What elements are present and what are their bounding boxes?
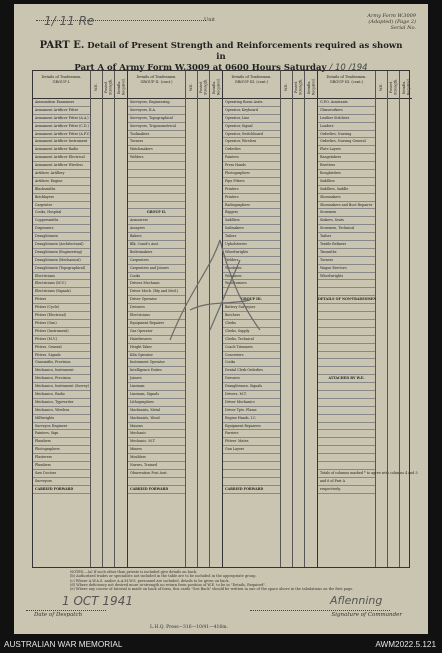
- handwritten-signature: Aflenning: [330, 594, 383, 607]
- table-row: Clerks, Technical: [223, 336, 280, 344]
- table-row: Armourers: [128, 217, 185, 225]
- table-row: Machinists, Wood: [128, 415, 185, 423]
- table-row: Butchers: [223, 312, 280, 320]
- table-row: Joiners: [128, 375, 185, 383]
- table-row: [128, 178, 185, 186]
- table-row: Gas Operator: [128, 328, 185, 336]
- table-row: Observation Post Asst.: [128, 470, 185, 478]
- table-row: Rangetakers: [318, 154, 375, 162]
- table-row: Drivers Mechanic: [128, 280, 185, 288]
- serial-number-label: Serial No.: [390, 25, 416, 31]
- table-row: Mechanics, Instrument: [33, 367, 90, 375]
- table-row: Electricians: [128, 312, 185, 320]
- table-row: Fitters (Gun): [33, 320, 90, 328]
- table-row: Plate Layers: [318, 146, 375, 154]
- table-row: [128, 186, 185, 194]
- table-row: Carpenters: [128, 257, 185, 265]
- table-row: Instrument Operator: [128, 359, 185, 367]
- table-row: [318, 407, 375, 415]
- table-row: Printers: [223, 194, 280, 202]
- table-row: Intelligence Duties: [128, 367, 185, 375]
- table-row: [318, 423, 375, 431]
- table-row: Drivers, M.T.: [223, 391, 280, 399]
- table-row: Lithographers: [128, 399, 185, 407]
- table-row: Woodmen: [223, 265, 280, 273]
- table-row: Bricklayers: [33, 194, 90, 202]
- table-row: Cooks, Hospital: [33, 209, 90, 217]
- table-row: Artificer, Engine: [33, 178, 90, 186]
- details-column-2: Details of Tradesmen. GROUP II. (cont.) Surveyors, Engineering Surveyors, R.A. Surveyors, Topographical Surveyors, Trigonometrical Toolmakers Turners Watchmakers Welders GROUP II. Armourers Assayers Bakers Blk. Comd's Asst. Boilermakers Carpenters Carpenters and Joiners Cooks Drivers Mechanic Driver Mech. (Bty and Med.) Driver Operator Dressers Electricians Equipment Repairer Gas Operator Hairdressers Height Taker Kiln Operator Instrument Operator Intelligence Duties Joiners Lineman Lineman, Signals Lithographers Machinists, Metal Machinists, Wood Masons Mechanic Mechanic, M.T. Miners Moulders Nurses, Trained Observation Post Asst. CARRIED FORWARD: [128, 71, 186, 567]
- table-row: [318, 280, 375, 288]
- table-row: Turners: [318, 257, 375, 265]
- table-row: Orderlies: [223, 146, 280, 154]
- table-row: Dental Clerk Orderlies: [223, 367, 280, 375]
- table-row: and 6 of Part A: [318, 478, 375, 486]
- table-row: Coppersmiths: [33, 217, 90, 225]
- table-row: Gunsmiths, Provision: [33, 359, 90, 367]
- table-row: ATTACHED BY W.E.: [318, 375, 375, 383]
- table-row: Mechanics, Radio: [33, 391, 90, 399]
- table-row: Tailors: [318, 233, 375, 241]
- table-row: Operating Room Assts.: [223, 99, 280, 107]
- table-row: Ammunition Examiners: [33, 99, 90, 107]
- table-row: [318, 312, 375, 320]
- table-row: Fitters' Mates: [223, 438, 280, 446]
- table-row: Surveyor, Engineer: [33, 423, 90, 431]
- group-2: Details of Tradesmen. GROUP II. (cont.) Surveyors, Engineering Surveyors, R.A. Surveyors, Topographical Surveyors, Trigonometrical Toolmakers Turners Watchmakers Welders GROUP II. Armourers Assayers Bakers Blk. Comd's Asst. Boilermakers Carpenters Carpenters and Joiners Cooks Drivers Mechanic Driver Mech. (Bty and Med.) Driver Operator Dressers Electricians Equipment Repairer Gas Operator Hairdressers Height Taker Kiln Operator Instrument Operator Intelligence Duties Joiners Lineman Lineman, Signals Lithographers Machinists, Metal Machinists, Wood Masons Mechanic Mechanic, M.T. Miners Moulders Nurses, Trained Observation Post Asst. CARRIED FORWARD W.E. Posted Strength. Reinfts. Required.: [128, 71, 223, 567]
- table-row: Plumbers: [33, 438, 90, 446]
- table-row: Kiln Operator: [128, 352, 185, 360]
- table-row: Hairdressers: [128, 336, 185, 344]
- printer-line: L.H.Q. Press—316—10/41—416m.: [150, 625, 228, 630]
- table-row: [318, 446, 375, 454]
- table-row: Draughtsmen (Mechanical): [33, 257, 90, 265]
- unit-line: [36, 20, 206, 21]
- table-row: [128, 170, 185, 178]
- table-row: Armament Artificer Fitter: [33, 107, 90, 115]
- table-row: Moulders: [128, 454, 185, 462]
- table-row: Painters, Sign: [33, 430, 90, 438]
- table-row: [318, 462, 375, 470]
- table-row: Fitters (M.V.): [33, 336, 90, 344]
- table-row: Roughriders: [318, 170, 375, 178]
- table-row: Coach Trimmers: [223, 344, 280, 352]
- table-row: Armament Artificer Fitter (C.D.): [33, 123, 90, 131]
- table-row: Welders: [128, 154, 185, 162]
- table-row: Surveyors: [33, 478, 90, 486]
- table-row: Draughtsmen (Architectural): [33, 241, 90, 249]
- note-line: (d) Where deficiency not desired more in-strength no return from position of W.E. to be in "Details, Required".: [70, 582, 267, 587]
- table-row: Leather Stitchers: [318, 115, 375, 123]
- table-row: G.P.O. Assistants: [318, 99, 375, 107]
- table-row: Toolmakers: [128, 131, 185, 139]
- table-row: Assayers: [128, 225, 185, 233]
- table-row: Driver Operator: [128, 296, 185, 304]
- table-row: [223, 462, 280, 470]
- table-row: [318, 383, 375, 391]
- table-row: Upholsterers: [223, 241, 280, 249]
- table-row: Machinists, Metal: [128, 407, 185, 415]
- table-row: Photographers: [223, 170, 280, 178]
- table-row: Mechanic, M.T.: [128, 438, 185, 446]
- form-adapted: (Adapted) (Page 2): [368, 19, 416, 25]
- table-row: Press Hands: [223, 162, 280, 170]
- archive-id: AWM2022.5.121: [375, 640, 436, 649]
- table-row: Watchmakers: [128, 146, 185, 154]
- posted-column: Posted Strength.: [103, 71, 115, 567]
- table-row: Draughtsmen (Topographical): [33, 265, 90, 273]
- table-row: Driver Tpts. Flame: [223, 407, 280, 415]
- table-row: [318, 359, 375, 367]
- group-1: [33, 71, 128, 567]
- table-row: Armament Artificer Fitter (A.F.V.): [33, 131, 90, 139]
- table-row: Woodmen: [223, 273, 280, 281]
- details-column-3: Details of Tradesmen. GROUP III. (cont.) Operating Room Assts. Operator, Keyboard Operator, Line Operator, Signal Operator, Switchboard Operator, Wireless Orderlies Painters Press Hands Photographers Pipe Fitters Printers Printers Radiographers Riggers Saddlers Sailmakers Tailors Upholsterers Wheelwrights Welders Woodmen Woodmen Woodturners GROUP III. Battery Surveyors Butchers Clerks Clerks, Supply Clerks, Technical Coach Trimmers Concreters Cooks Dental Clerk Orderlies Dressers Draughtsmen, Signals Drivers, M.T. Driver Mechanics Driver Tpts. Flame Engine Hands, I.C. Equipment Repairers Farriers Fitters' Mates Gun Layers CARRIED FORWARD: [223, 71, 281, 567]
- table-row: Orderlies, Nursing: [318, 131, 375, 139]
- table-row: [318, 454, 375, 462]
- table-row: Fitters, General: [33, 344, 90, 352]
- table-row: Pipe Fitters: [223, 178, 280, 186]
- table-row: Armament Artificer Instrument: [33, 138, 90, 146]
- table-row: [128, 194, 185, 202]
- details-column-1: Details of Tradesmen. GROUP I. Ammunition Examiners Armament Artificer Fitter Armament Artificer Fitter (A.A.) Armament Artificer Fitter (C.D.) Armament Artificer Fitter (A.F.V.) Armament Artificer Instrument Armament Artificer Radio Armament Artificer Electrical Armament Artificer Wireless Artificer, Artillery Artificer, Engine Blacksmiths Bricklayers Carpenter Cooks, Hospital Coppersmiths Dispensers Draughtsmen Draughtsmen (Architectural) Draughtsmen (Engineering) Draughtsmen (Mechanical) Draughtsmen (Topographical) Electricians Electricians (M.V.) Electricians (Signals) Fitters Fitters (Cycle) Fitters (Electrical) Fitters (Gun) Fitters (Instrument) Fitters (M.V.) Fitters, General Fitters, Signals Gunsmiths, Provision Mechanics, Instrument Mechanics, Precision Mechanics, Instrument (Survey) Mechanics, Radio Mechanics, Typewriter Mechanics, Wireless Millwrights Surveyor, Engineer Painters, Sign Plumbers Photographers Plasterers Plumbers Saw Doctors Surveyors CARRIED FORWARD: [33, 71, 91, 567]
- handwritten-date: / 10 /194: [329, 63, 368, 73]
- table-row: Gun Layers: [223, 446, 280, 454]
- table-row: [223, 454, 280, 462]
- table-row: Surveyors, Topographical: [128, 115, 185, 123]
- table-row: [318, 415, 375, 423]
- table-row: Engine Hands, I.C.: [223, 415, 280, 423]
- table-row: Boilermakers: [128, 249, 185, 257]
- table-row: Lineman, Signals: [128, 391, 185, 399]
- table-row: Fitters, Signals: [33, 352, 90, 360]
- table-row: Height Taker: [128, 344, 185, 352]
- table-row: [318, 399, 375, 407]
- table-row: Plumbers: [33, 462, 90, 470]
- table-row: Cooks: [128, 273, 185, 281]
- table-row: Printers: [223, 186, 280, 194]
- table-row: Operator, Line: [223, 115, 280, 123]
- table-row: Cooks: [223, 359, 280, 367]
- table-row: Sailmakers: [223, 225, 280, 233]
- table-row: Farriers: [223, 430, 280, 438]
- table-row: Wheelwrights: [318, 273, 375, 281]
- reinforcements-column: Reinfts. Required.: [115, 71, 127, 567]
- table-row: respectively.: [318, 486, 375, 494]
- table-row: Tailors: [223, 233, 280, 241]
- table-row: Battery Surveyors: [223, 304, 280, 312]
- table-row: [318, 320, 375, 328]
- table-row: Equipment Repairer: [128, 320, 185, 328]
- table-row: [318, 344, 375, 352]
- table-row: Draughtsmen (Engineering): [33, 249, 90, 257]
- table-row: [318, 391, 375, 399]
- table-row: Nurses, Trained: [128, 462, 185, 470]
- table-row: Radiographers: [223, 202, 280, 210]
- table-row: Dispensers: [33, 225, 90, 233]
- table-row: Welders: [223, 257, 280, 265]
- note-line: (c) Where A.W.A.S. and/or A.A.M.W.S. personnel are included, details to be given on back.: [70, 578, 230, 583]
- table-row: Surveyors, R.A.: [128, 107, 185, 115]
- part-label: PART E.: [39, 40, 85, 51]
- table-row: Sinkers, Seats: [318, 217, 375, 225]
- table-row: [318, 430, 375, 438]
- table-row: [128, 202, 185, 210]
- table-row: Shoemakers and Boot Repairer: [318, 202, 375, 210]
- table-row: Mechanics, Wireless: [33, 407, 90, 415]
- despatch-line: [26, 610, 106, 611]
- table-row: [128, 162, 185, 170]
- table-row: Wheelwrights: [223, 249, 280, 257]
- table-row: Shoemakers: [318, 194, 375, 202]
- table-row: [318, 304, 375, 312]
- table-row: Rivetters: [318, 162, 375, 170]
- table-row: Bakers: [128, 233, 185, 241]
- table-row: Artificer, Artillery: [33, 170, 90, 178]
- table-row: Operator, Signal: [223, 123, 280, 131]
- form-number: Army Form W.3009: [367, 13, 416, 19]
- signature-line: [250, 610, 390, 611]
- table-row: GROUP II.: [128, 209, 185, 217]
- we-column: W.E.: [91, 71, 103, 567]
- table-row: Woodturners: [223, 280, 280, 288]
- signature-label: Signature of Commander: [331, 612, 402, 618]
- table-row: Armament Artificer Radio: [33, 146, 90, 154]
- note-line: (b) Authorized trades or specialists not included in the table are to be included in the appropriate group.: [70, 574, 257, 579]
- table-row: Clerks: [223, 320, 280, 328]
- table-row: Painters: [223, 154, 280, 162]
- table-row: Concreters: [223, 352, 280, 360]
- table-row: [223, 470, 280, 478]
- table-row: Storemen, Technical: [318, 225, 375, 233]
- table-row: Operator, Keyboard: [223, 107, 280, 115]
- table-row: Blk. Comd's Asst.: [128, 241, 185, 249]
- table-row: Totals of columns marked * to agree with columns 4 and 5: [318, 470, 375, 478]
- table-row: Mechanics, Instrument (Survey): [33, 383, 90, 391]
- table-row: Plasterers: [33, 454, 90, 462]
- table-row: CARRIED FORWARD: [223, 486, 280, 494]
- table-row: Surveyors, Engineering: [128, 99, 185, 107]
- table-row: Storemen: [318, 209, 375, 217]
- table-row: [318, 352, 375, 360]
- table-row: Turners: [128, 138, 185, 146]
- archive-footer: [0, 634, 442, 653]
- table-row: [223, 478, 280, 486]
- table-row: Saw Doctors: [33, 470, 90, 478]
- table-row: Operator, Switchboard: [223, 131, 280, 139]
- table-row: Saddlers, Saddle: [318, 186, 375, 194]
- table-row: GROUP III.: [223, 296, 280, 304]
- table-row: Saddlers: [318, 178, 375, 186]
- table-row: Electricians (M.V.): [33, 280, 90, 288]
- table-row: Photographers: [33, 446, 90, 454]
- table-row: Mechanic: [128, 430, 185, 438]
- table-row: Carpenter: [33, 202, 90, 210]
- unit-label: Unit: [204, 17, 216, 23]
- table-row: CARRIED FORWARD: [128, 486, 185, 494]
- table-row: Masons: [128, 423, 185, 431]
- table-row: Electricians: [33, 273, 90, 281]
- table-row: Tinsmiths: [318, 249, 375, 257]
- table-row: Loaders: [318, 123, 375, 131]
- table-row: Carpenters and Joiners: [128, 265, 185, 273]
- archive-name: AUSTRALIAN WAR MEMORIAL: [4, 640, 123, 649]
- table-row: Armament Artificer Wireless: [33, 162, 90, 170]
- table-row: [318, 336, 375, 344]
- table-row: Orderlies, Nursing General: [318, 138, 375, 146]
- table-row: Lineman: [128, 383, 185, 391]
- table-row: Fitters (Electrical): [33, 312, 90, 320]
- table-row: Operator, Wireless: [223, 138, 280, 146]
- form-title: [34, 40, 408, 74]
- table-row: Millwrights: [33, 415, 90, 423]
- table-row: Electricians (Signals): [33, 288, 90, 296]
- form-notes: [70, 570, 370, 591]
- table-row: Saddlers: [223, 217, 280, 225]
- title-line-1: Detail of Present Strength and Reinforcements required as shown in: [87, 41, 403, 62]
- note-line: (e) Where any course of tutorial is made on back of form, this cards "See Back" should be written in one of the space above in the tabulations on the first page.: [70, 587, 354, 592]
- table-row: Draughtsmen, Signals: [223, 383, 280, 391]
- table-row: Dressers: [128, 304, 185, 312]
- handwritten-despatch-date: 1 OCT 1941: [62, 594, 133, 608]
- title-line-2: Part A of Army Form W.3009 at 0600 Hours Saturday: [74, 63, 327, 73]
- details-column-4: Details of Tradesmen. GROUP III. (cont.) G.P.O. Assistants Glassworkers Leather Stitchers Loaders Orderlies, Nursing Orderlies, Nursing General Plate Layers Rangetakers Rivetters Roughriders Saddlers Saddlers, Saddle Shoemakers Shoemakers and Boot Repairer Storemen Sinkers, Seats Storemen, Technical Tailors Textile Refiners Tinsmiths Turners Wagon Erectors Wheelwrights DETAILS OF NON-TRADESMEN ATTACHED BY W.E. Totals of columns marked * to agree with columns 4 and 5 and 6 of Part A respectively.: [318, 71, 376, 567]
- form-reference: [367, 13, 416, 31]
- table-row: Surveyors, Trigonometrical: [128, 123, 185, 131]
- table-row: Clerks, Supply: [223, 328, 280, 336]
- date-of-despatch-label: Date of Despatch: [34, 612, 83, 618]
- table-row: Riggers: [223, 209, 280, 217]
- table-row: Fitters (Cycle): [33, 304, 90, 312]
- table-row: DETAILS OF NON-TRADESMEN: [318, 296, 375, 304]
- table-row: [318, 367, 375, 375]
- table-row: CARRIED FORWARD: [33, 486, 90, 494]
- table-row: [318, 288, 375, 296]
- table-row: Fitters: [33, 296, 90, 304]
- table-row: [318, 328, 375, 336]
- table-row: Glassworkers: [318, 107, 375, 115]
- table-row: Draughtsmen: [33, 233, 90, 241]
- table-row: Textile Refiners: [318, 241, 375, 249]
- note-line: NOTES.—(a) If such other than private is included give details on back.: [70, 570, 198, 574]
- group-3: Details of Tradesmen. GROUP III. (cont.) Operating Room Assts. Operator, Keyboard Operator, Line Operator, Signal Operator, Switchboard Operator, Wireless Orderlies Painters Press Hands Photographers Pipe Fitters Printers Printers Radiographers Riggers Saddlers Sailmakers Tailors Upholsterers Wheelwrights Welders Woodmen Woodmen Woodturners GROUP III. Battery Surveyors Butchers Clerks Clerks, Supply Clerks, Technical Coach Trimmers Concreters Cooks Dental Clerk Orderlies Dressers Draughtsmen, Signals Drivers, M.T. Driver Mechanics Driver Tpts. Flame Engine Hands, I.C. Equipment Repairers Farriers Fitters' Mates Gun Layers CARRIED FORWARD W.E. Posted Strength. Reinfts. Required.: [223, 71, 318, 567]
- table-row: Wagon Erectors: [318, 265, 375, 273]
- group-4: Details of Tradesmen. GROUP III. (cont.) G.P.O. Assistants Glassworkers Leather Stitchers Loaders Orderlies, Nursing Orderlies, Nursing General Plate Layers Rangetakers Rivetters Roughriders Saddlers Saddlers, Saddle Shoemakers Shoemakers and Boot Repairer Storemen Sinkers, Seats Storemen, Technical Tailors Textile Refiners Tinsmiths Turners Wagon Erectors Wheelwrights DETAILS OF NON-TRADESMEN ATTACHED BY W.E. Totals of columns marked * to agree with columns 4 and 5 and 6 of Part A respectively. W.E. Posted Strength. Reinfts. Required.: [318, 71, 412, 567]
- table-row: Mechanics, Typewriter: [33, 399, 90, 407]
- table-row: Driver Mechanics: [223, 399, 280, 407]
- handwritten-unit: 1/ 11 Re: [44, 14, 95, 28]
- table-row: Miners: [128, 446, 185, 454]
- table-row: [318, 438, 375, 446]
- handwritten-scribble: [150, 230, 270, 360]
- table-row: [128, 478, 185, 486]
- table-row: Dressers: [223, 375, 280, 383]
- table-row: Blacksmiths: [33, 186, 90, 194]
- table-row: Armament Artificer Fitter (A.A.): [33, 115, 90, 123]
- table-row: Equipment Repairers: [223, 423, 280, 431]
- table-row: Armament Artificer Electrical: [33, 154, 90, 162]
- table-row: Mechanics, Precision: [33, 375, 90, 383]
- table-row: Fitters (Instrument): [33, 328, 90, 336]
- table-row: Driver Mech. (Bty and Med.): [128, 288, 185, 296]
